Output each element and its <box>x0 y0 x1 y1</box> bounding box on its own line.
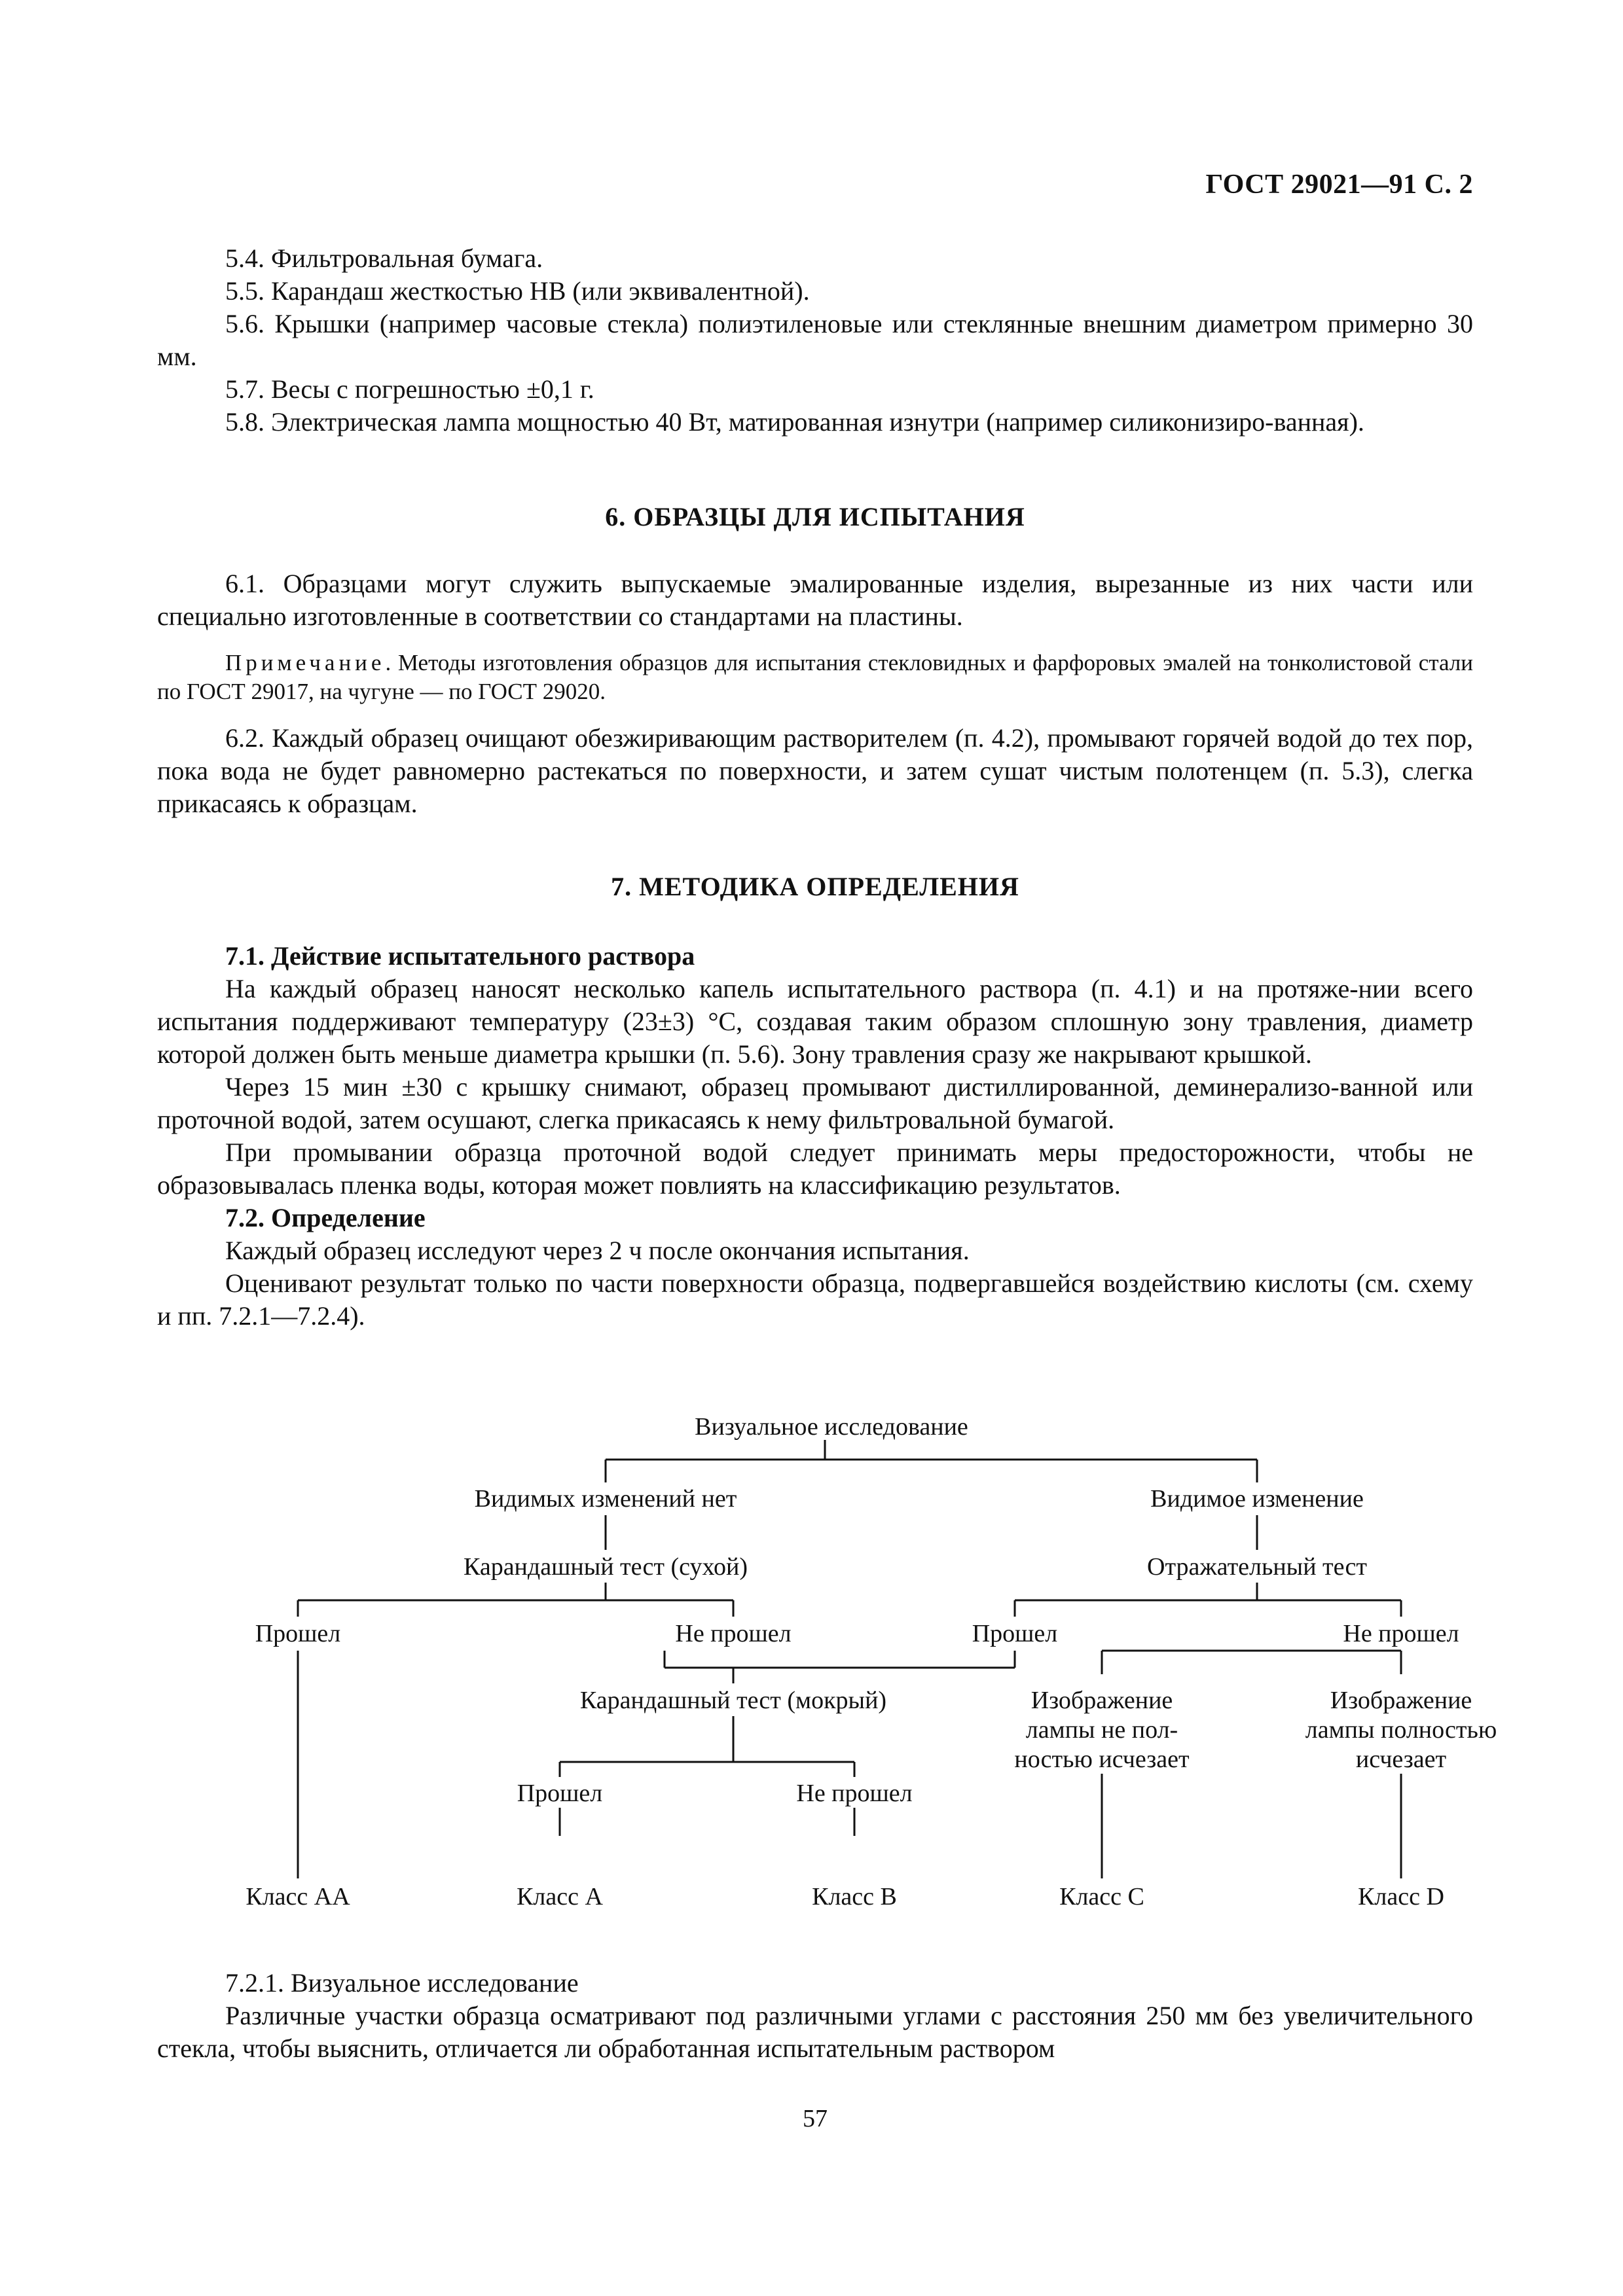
section7 <box>157 870 1473 1333</box>
section-7-2-1 <box>157 1967 1473 2065</box>
node-lamp-partial-l3: ностью исчезает <box>1014 1746 1190 1773</box>
section6-heading: 6. ОБРАЗЦЫ ДЛЯ ИСПЫТАНИЯ <box>605 502 1025 531</box>
item-5-6: 5.6. Крышки (например часовые стекла) полиэтиленовые или стеклянные внешним диаметром примерно 30 мм. <box>157 309 1473 371</box>
section7-heading: 7. МЕТОДИКА ОПРЕДЕЛЕНИЯ <box>611 872 1019 901</box>
node-passed-dry: Прошел <box>255 1620 341 1647</box>
document-page <box>157 0 1497 2296</box>
item-5-8: 5.8. Электрическая лампа мощностью 40 Вт, матированная изнутри (например силиконизиро-ванная). <box>225 407 1364 437</box>
classification-flowchart <box>157 1407 1497 1931</box>
node-lamp-full-l2: лампы полностью <box>1305 1716 1497 1744</box>
section7-p4: Каждый образец исследуют через 2 ч после окончания испытания. <box>225 1236 970 1265</box>
subsection-7-1: 7.1. Действие испытательного раствора <box>225 941 695 971</box>
item-5-5: 5.5. Карандаш жесткостью HB (или эквивалентной). <box>225 276 810 306</box>
section5-items <box>157 242 1473 439</box>
node-passed-wet: Прошел <box>517 1780 603 1807</box>
node-reflection-test: Отражательный тест <box>1147 1553 1367 1581</box>
node-lamp-full-l1: Изображение <box>1330 1687 1472 1714</box>
section6 <box>157 501 1473 820</box>
node-class-b: Класс В <box>812 1883 897 1910</box>
page-number: 57 <box>803 2105 828 2132</box>
subsection-7-2: 7.2. Определение <box>225 1203 426 1232</box>
note-label: Примечание <box>225 650 386 675</box>
node-class-aa: Класс АА <box>246 1883 350 1910</box>
node-no-visible-change: Видимых изменений нет <box>474 1485 737 1513</box>
item-5-7: 5.7. Весы с погрешностью ±0,1 г. <box>225 374 594 404</box>
subsection-7-2-1: 7.2.1. Визуальное исследование <box>225 1968 579 1998</box>
node-class-a: Класс А <box>517 1883 603 1910</box>
node-visible-change: Видимое изменение <box>1150 1485 1364 1513</box>
item-5-4: 5.4. Фильтровальная бумага. <box>225 243 543 273</box>
document-header: ГОСТ 29021—91 С. 2 <box>1205 170 1473 200</box>
node-lamp-full-l3: исчезает <box>1355 1746 1447 1773</box>
section6-p1: 6.1. Образцами могут служить выпускаемые эмалированные изделия, вырезанные из них части или специально изготовленные в соответствии со стандартами на пластины. <box>157 569 1473 631</box>
section7-p2: Через 15 мин ±30 с крышку снимают, образец промывают дистиллированной, деминерализо-ванной или проточной водой, затем осушают, слегка прикасаясь к нему фильтровальной бумагой. <box>157 1072 1473 1134</box>
section7-p5: Оценивают результат только по части поверхности образца, подвергавшейся воздействию кислоты (см. схему и пп. 7.2.1—7.2.4). <box>157 1268 1473 1331</box>
node-failed-reflect: Не прошел <box>1343 1620 1459 1647</box>
node-pencil-test-dry: Карандашный тест (сухой) <box>463 1553 748 1581</box>
node-class-d: Класс D <box>1358 1883 1444 1910</box>
node-pencil-test-wet: Карандашный тест (мокрый) <box>579 1687 887 1714</box>
section-7-2-1-p: Различные участки образца осматривают под различными углами с расстояния 250 мм без увеличительного стекла, чтобы выяснить, отличается ли обработанная испытательным раствором <box>157 2001 1473 2063</box>
section7-p3: При промывании образца проточной водой следует принимать меры предосторожности, чтобы не образовывалась пленка воды, которая может повлиять на классификацию результатов. <box>157 1138 1473 1200</box>
node-lamp-partial-l2: лампы не пол- <box>1025 1716 1178 1744</box>
node-failed-dry: Не прошел <box>675 1620 792 1647</box>
node-visual-inspection: Визуальное исследование <box>695 1413 968 1441</box>
node-failed-wet: Не прошел <box>796 1780 913 1807</box>
note-text: . Методы изготовления образцов для испытания стекловидных и фарфоровых эмалей на тонколистовой стали по ГОСТ 29017, на чугуне — по ГОСТ 29020. <box>157 650 1473 704</box>
section6-p2: 6.2. Каждый образец очищают обезжиривающим растворителем (п. 4.2), промывают горячей водой до тех пор, пока вода не будет равномерно растекаться по поверхности, и затем сушат чистым полотенцем (п. 5.3), слегка прикасаясь к образцам. <box>157 723 1473 818</box>
node-lamp-partial-l1: Изображение <box>1030 1687 1173 1714</box>
section7-p1: На каждый образец наносят несколько капель испытательного раствора (п. 4.1) и на протяже-нии всего испытания поддерживают температуру (23±3) °С, создавая таким образом сплошную зону травления, диаметр которой должен быть меньше диаметра крышки (п. 5.6). Зону травления сразу же накрывают крышкой. <box>157 974 1473 1069</box>
node-class-c: Класс С <box>1059 1883 1144 1910</box>
node-passed-reflect: Прошел <box>972 1620 1058 1647</box>
section6-note <box>157 649 1473 706</box>
